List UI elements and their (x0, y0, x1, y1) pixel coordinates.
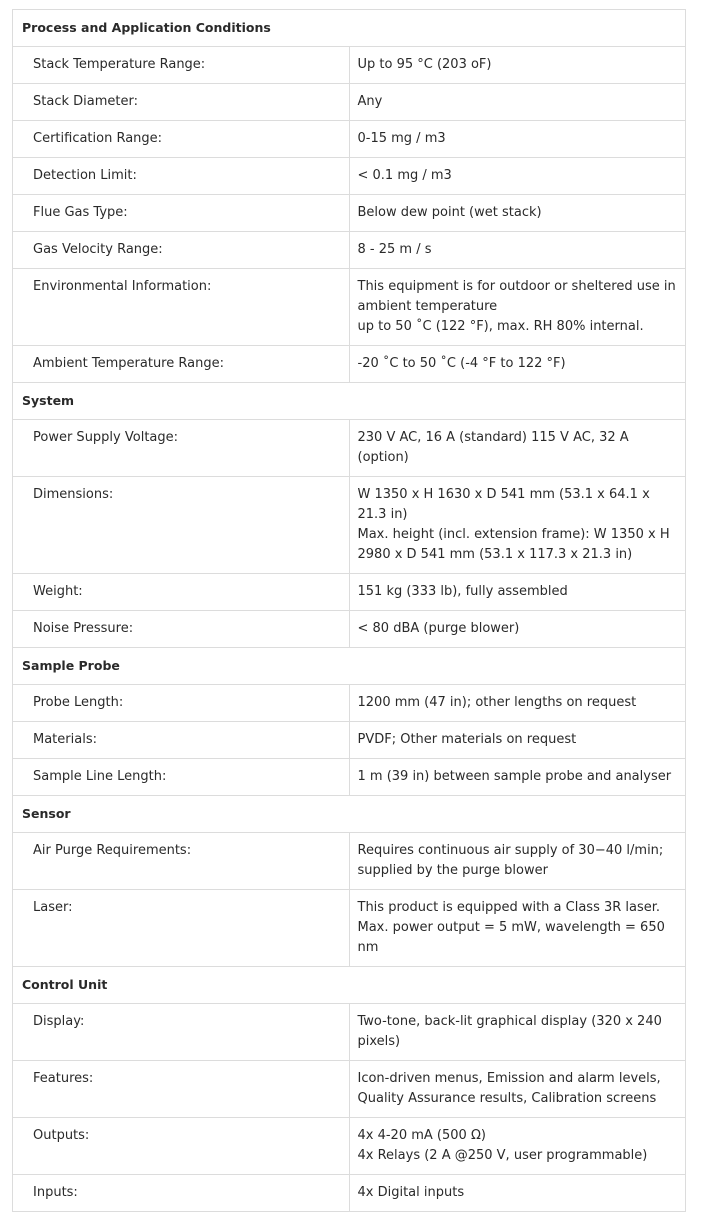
spec-row (13, 574, 686, 611)
spec-label: Weight: (13, 574, 350, 611)
spec-row (13, 477, 686, 574)
spec-value-line: Any (357, 94, 383, 109)
spec-label: Features: (13, 1061, 350, 1118)
section-title: Sample Probe (13, 648, 686, 685)
spec-row (13, 269, 686, 346)
spec-row (13, 722, 686, 759)
spec-row (13, 611, 686, 648)
spec-value (349, 574, 686, 611)
spec-label: Laser: (13, 890, 350, 967)
spec-value-line: Icon-driven menus, Emission and alarm levels, Quality Assurance results, Calibration screens (357, 1071, 661, 1106)
spec-value-line: 4x Relays (2 A @250 V, user programmable) (357, 1148, 648, 1163)
spec-value (349, 195, 686, 232)
spec-value (349, 890, 686, 967)
spec-value-line: 230 V AC, 16 A (standard) 115 V AC, 32 A (option) (357, 430, 629, 465)
section-header-row (13, 967, 686, 1004)
spec-table (12, 9, 686, 1212)
spec-value-line: W 1350 x H 1630 x D 541 mm (53.1 x 64.1 x 21.3 in) (357, 487, 650, 522)
spec-value (349, 158, 686, 195)
spec-row (13, 158, 686, 195)
spec-value-line: 151 kg (333 lb), fully assembled (357, 584, 568, 599)
spec-row (13, 685, 686, 722)
spec-value (349, 269, 686, 346)
spec-value (349, 1175, 686, 1212)
spec-row (13, 420, 686, 477)
section-header-row (13, 383, 686, 420)
spec-label: Inputs: (13, 1175, 350, 1212)
spec-value-line: up to 50 ˚C (122 °F), max. RH 80% internal. (357, 319, 644, 334)
spec-value-line: < 0.1 mg / m3 (357, 168, 452, 183)
spec-label: Outputs: (13, 1118, 350, 1175)
spec-row (13, 1061, 686, 1118)
spec-value (349, 232, 686, 269)
spec-value-line: 1200 mm (47 in); other lengths on request (357, 695, 637, 710)
spec-label: Gas Velocity Range: (13, 232, 350, 269)
spec-value-line: -20 ˚C to 50 ˚C (-4 °F to 122 °F) (357, 356, 566, 371)
spec-value-line: 0-15 mg / m3 (357, 131, 446, 146)
spec-value-line: Requires continuous air supply of 30−40 l/min; supplied by the purge blower (357, 843, 664, 878)
spec-value (349, 1061, 686, 1118)
section-header-row (13, 10, 686, 47)
spec-label: Stack Temperature Range: (13, 47, 350, 84)
spec-value (349, 84, 686, 121)
section-title: Process and Application Conditions (13, 10, 686, 47)
spec-value (349, 121, 686, 158)
spec-value-line: PVDF; Other materials on request (357, 732, 577, 747)
spec-label: Air Purge Requirements: (13, 833, 350, 890)
spec-value-line: Max. height (incl. extension frame): W 1350 x H 2980 x D 541 mm (53.1 x 117.3 x 21.3 in) (357, 527, 670, 562)
spec-row (13, 195, 686, 232)
spec-value (349, 477, 686, 574)
spec-row (13, 47, 686, 84)
spec-row (13, 232, 686, 269)
spec-value-line: 4x 4-20 mA (500 Ω) (357, 1128, 486, 1143)
spec-label: Flue Gas Type: (13, 195, 350, 232)
spec-value-line: 4x Digital inputs (357, 1185, 465, 1200)
spec-value-line: Below dew point (wet stack) (357, 205, 542, 220)
spec-value-line: This product is equipped with a Class 3R laser. (357, 900, 661, 915)
section-title: System (13, 383, 686, 420)
spec-value-line: Max. power output = 5 mW, wavelength = 650 nm (357, 920, 665, 955)
spec-label: Noise Pressure: (13, 611, 350, 648)
spec-row (13, 759, 686, 796)
spec-row (13, 346, 686, 383)
spec-value (349, 47, 686, 84)
spec-label: Environmental Information: (13, 269, 350, 346)
section-title: Control Unit (13, 967, 686, 1004)
spec-label: Certification Range: (13, 121, 350, 158)
spec-row (13, 833, 686, 890)
spec-label: Ambient Temperature Range: (13, 346, 350, 383)
spec-label: Materials: (13, 722, 350, 759)
spec-row (13, 1175, 686, 1212)
spec-value (349, 611, 686, 648)
spec-label: Stack Diameter: (13, 84, 350, 121)
spec-value (349, 722, 686, 759)
section-header-row (13, 648, 686, 685)
spec-value (349, 685, 686, 722)
spec-table-body (13, 10, 686, 1212)
spec-value (349, 759, 686, 796)
spec-value (349, 1118, 686, 1175)
section-header-row (13, 796, 686, 833)
spec-value-line: 1 m (39 in) between sample probe and analyser (357, 769, 672, 784)
spec-value-line: 8 - 25 m / s (357, 242, 432, 257)
spec-label: Detection Limit: (13, 158, 350, 195)
spec-value (349, 1004, 686, 1061)
spec-row (13, 1004, 686, 1061)
spec-value (349, 420, 686, 477)
spec-label: Probe Length: (13, 685, 350, 722)
spec-row (13, 890, 686, 967)
section-title: Sensor (13, 796, 686, 833)
spec-value-line: Two-tone, back-lit graphical display (320 x 240 pixels) (357, 1014, 662, 1049)
spec-row (13, 1118, 686, 1175)
spec-value (349, 346, 686, 383)
spec-row (13, 84, 686, 121)
spec-label: Power Supply Voltage: (13, 420, 350, 477)
spec-value (349, 833, 686, 890)
spec-value-line: Up to 95 °C (203 oF) (357, 57, 492, 72)
spec-label: Dimensions: (13, 477, 350, 574)
spec-label: Sample Line Length: (13, 759, 350, 796)
spec-row (13, 121, 686, 158)
spec-value-line: < 80 dBA (purge blower) (357, 621, 520, 636)
spec-label: Display: (13, 1004, 350, 1061)
spec-value-line: This equipment is for outdoor or sheltered use in ambient temperature (357, 279, 676, 314)
